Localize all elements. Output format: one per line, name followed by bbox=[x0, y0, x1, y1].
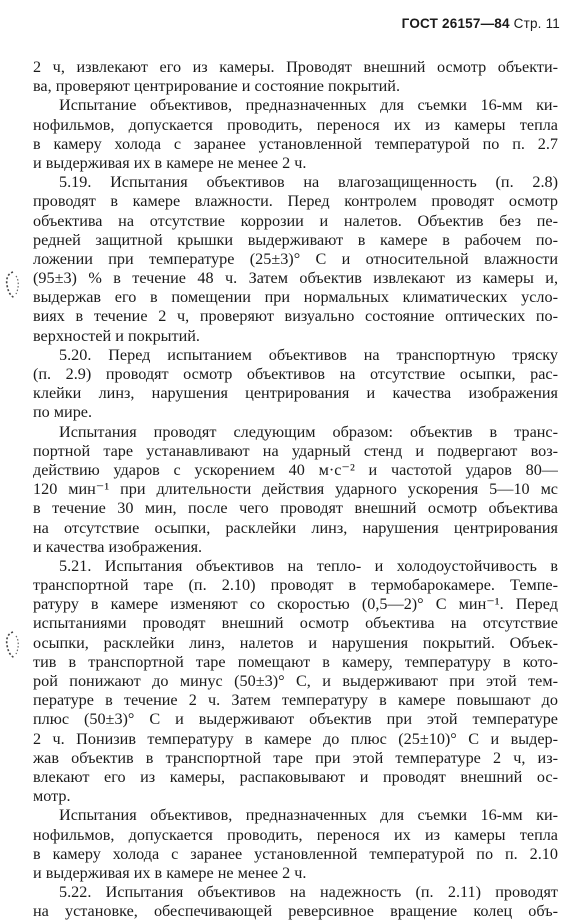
text-line: действию ударов с ускорением 40 м·с⁻² и частотой ударов 80— bbox=[33, 460, 558, 479]
text-line: тив в транспортной таре помещают в камеру, температуру в кото- bbox=[33, 652, 558, 671]
text-line: редней защитной крышки выдерживают в камере в рабочем по- bbox=[33, 230, 558, 249]
text-line: рой понижают до минус (50±3)° С, и выдерживают при этой тем- bbox=[33, 672, 558, 690]
text-line: выдержав его в помещении при нормальных климатических усло- bbox=[33, 288, 558, 307]
text-line: ратуру в камере изменяют со скоростью (0,5—2)° С мин⁻¹. Перед bbox=[33, 595, 558, 614]
page-header bbox=[402, 16, 560, 31]
text-line: верхностей и покрытий. bbox=[33, 326, 200, 345]
text-line: нофильмов, допускается проводить, перенося их из камеры тепла bbox=[33, 115, 558, 134]
text-line: на отсутствие осыпки, расклейки линз, нарушения центрирования bbox=[33, 518, 558, 537]
text-line: виях в течение 2 ч, проверяют визуально состояние оптических по- bbox=[33, 307, 558, 326]
text-line: проводят в камере влажности. Перед контролем проводят осмотр bbox=[33, 192, 558, 211]
text-line: (п. 2.9) проводят осмотр объективов на отсутствие осыпки, рас- bbox=[33, 365, 558, 383]
text-line: в камеру холода с заранее установленной температурой по п. 2.10 bbox=[33, 844, 558, 863]
text-line: и выдерживая их в камере не менее 2 ч. bbox=[33, 863, 307, 882]
text-line: 5.20. Перед испытанием объективов на транспортную тряску bbox=[59, 345, 558, 364]
standard-number: ГОСТ 26157—84 bbox=[401, 16, 510, 31]
text-line: мотр. bbox=[33, 787, 71, 806]
text-line: Испытание объективов, предназначенных для съемки 16-мм ки- bbox=[59, 96, 558, 115]
body-text bbox=[33, 58, 558, 921]
text-line: на установке, обеспечивающей реверсивное вращение колец объ- bbox=[33, 902, 558, 921]
text-line: объектива на отсутствие коррозии и налетов. Объектив без пе- bbox=[33, 211, 558, 230]
text-line: осыпки, расклейки линз, налетов и нарушения покрытий. Объек- bbox=[33, 633, 558, 652]
page-number: Стр. 11 bbox=[513, 16, 560, 31]
text-line: по мире. bbox=[33, 403, 93, 422]
text-line: 120 мин⁻¹ при длительности действия ударного ускорения 5—10 мс bbox=[33, 480, 558, 499]
text-line: транспортной таре (п. 2.10) проводят в термобарокамере. Темпе- bbox=[33, 576, 558, 595]
text-line: ва, проверяют центрирование и состояние покрытий. bbox=[33, 77, 400, 96]
text-line: 5.19. Испытания объективов на влагозащищенность (п. 2.8) bbox=[59, 173, 558, 192]
text-line: ложении при температуре (25±3)° С и относительной влажности bbox=[33, 249, 558, 268]
text-line: испытаниями проводят внешний осмотр объектива на отсутствие bbox=[33, 614, 558, 633]
text-line: 5.22. Испытания объективов на надежность (п. 2.11) проводят bbox=[59, 883, 558, 902]
text-line: 2 ч. Понизив температуру в камере до плюс (25±10)° С и выдер- bbox=[33, 729, 558, 748]
text-line: Испытания проводят следующим образом: объектив в транс- bbox=[59, 422, 558, 441]
text-line: и качества изображения. bbox=[33, 537, 203, 556]
text-line: 5.21. Испытания объективов на тепло- и холодоустойчивость в bbox=[59, 556, 558, 575]
text-line: плюс (50±3)° С и выдерживают объектив при этой температуре bbox=[33, 710, 558, 729]
text-line: пературе в течение 2 ч. Затем температуру в камере повышают до bbox=[33, 691, 558, 710]
text-line: и выдерживая их в камере не менее 2 ч. bbox=[33, 153, 307, 172]
text-line: нофильмов, допускается проводить, перенося их из камеры тепла bbox=[33, 825, 558, 844]
text-line: клейки линз, нарушения центрирования и качества изображения bbox=[33, 384, 558, 403]
text-line: портной таре устанавливают на ударный стенд и подвергают воз- bbox=[33, 441, 558, 460]
binder-hole-mark-upper bbox=[4, 270, 22, 300]
binder-hole-mark-lower bbox=[4, 630, 22, 660]
text-line: (95±3) % в течение 48 ч. Затем объектив извлекают из камеры и, bbox=[33, 269, 558, 288]
text-line: 2 ч, извлекают его из камеры. Проводят внешний осмотр объекти- bbox=[33, 58, 558, 76]
text-line: в течение 30 мин, после чего проводят внешний осмотр объектива bbox=[33, 499, 558, 518]
text-line: в камеру холода с заранее установленной температурой по п. 2.7 bbox=[33, 134, 558, 153]
text-line: жав объектив в транспортной таре при этой температуре 2 ч, из- bbox=[33, 748, 558, 767]
text-line: влекают его из камеры, распаковывают и проводят внешний ос- bbox=[33, 767, 558, 786]
text-line: Испытания объективов, предназначенных для съемки 16-мм ки- bbox=[59, 806, 558, 825]
